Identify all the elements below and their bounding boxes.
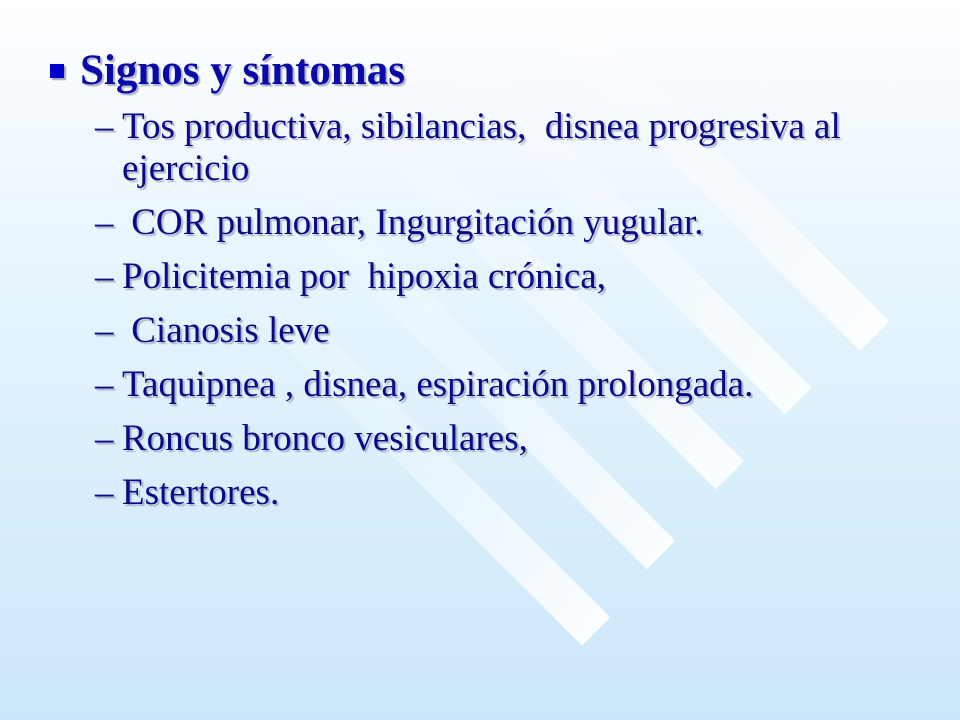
dash-bullet: – [95,310,114,351]
list-item-text: Estertores. [122,472,280,513]
square-bullet-icon [50,64,64,78]
list-item [95,106,870,190]
dash-bullet: – [95,202,114,243]
list-item [95,472,870,514]
dash-bullet: – [95,364,114,405]
bullet-list [95,106,870,514]
slide-title: Signos y síntomas [80,47,405,94]
list-item [95,256,870,298]
dash-bullet: – [95,106,114,147]
list-item [95,364,870,406]
dash-bullet: – [95,256,114,297]
list-item-text: Roncus bronco vesiculares, [122,418,528,459]
list-item-text: Cianosis leve [122,310,330,351]
list-item-text: Policitemia por hipoxia crónica, [122,256,606,297]
list-item [95,310,870,352]
list-item-text: COR pulmonar, Ingurgitación yugular. [122,202,704,243]
list-item-text: Taquipnea , disnea, espiración prolongada. [122,364,754,405]
list-item-text: Tos productiva, sibilancias, disnea progresiva al ejercicio [122,106,850,189]
list-item [95,202,870,244]
dash-bullet: – [95,472,114,513]
list-item [95,418,870,460]
dash-bullet: – [95,418,114,459]
